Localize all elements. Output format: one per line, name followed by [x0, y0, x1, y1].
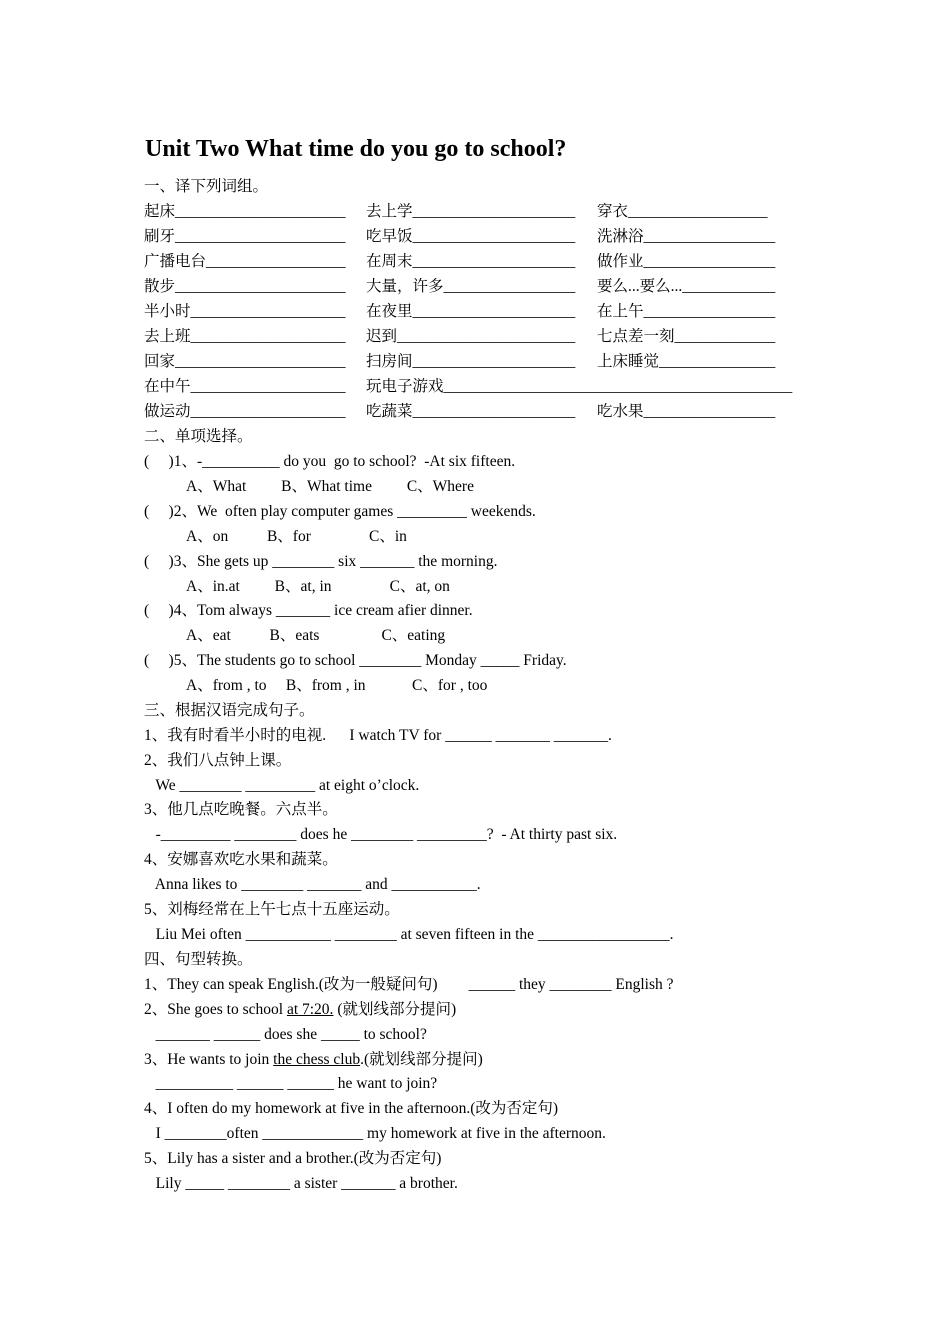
question-5-options: A、from , to B、from , in C、for , too: [186, 677, 488, 694]
vocab-item: 去上班____________________: [144, 328, 346, 345]
question-1-options: A、What B、What time C、Where: [186, 478, 474, 495]
vocab-item: 做作业_________________: [597, 253, 776, 270]
section2-heading: 二、单项选择。: [144, 428, 253, 445]
transform-q5-answer: Lily _____ ________ a sister _______ a brother.: [144, 1175, 458, 1192]
vocab-item: 在上午_________________: [597, 303, 776, 320]
transform-q3-text: 3、He wants to join: [144, 1051, 274, 1068]
vocab-item: 扫房间_____________________: [366, 353, 576, 370]
translation-line: Liu Mei often ___________ ________ at seven fifteen in the _________________.: [144, 926, 674, 943]
transform-q2-answer: _______ ______ does she _____ to school?: [144, 1026, 427, 1043]
transform-q2: [144, 1000, 456, 1020]
translation-line: 3、他几点吃晚餐。六点半。: [144, 801, 338, 818]
translation-line: 1、我有时看半小时的电视. I watch TV for ______ _______ _______.: [144, 727, 612, 744]
vocab-item: 洗淋浴_________________: [597, 228, 776, 245]
section1-heading: 一、译下列词组。: [144, 178, 269, 195]
underlined-phrase: at 7:20.: [286, 1001, 334, 1018]
transform-q1: 1、They can speak English.(改为一般疑问句) ______ they ________ English ?: [144, 976, 674, 993]
translation-line: 4、安娜喜欢吃水果和蔬菜。: [144, 851, 338, 868]
transform-q2-note: (就划线部分提问): [333, 1001, 457, 1018]
transform-q3-answer: __________ ______ ______ he want to join?: [144, 1075, 438, 1092]
vocab-item: 在夜里_____________________: [366, 303, 576, 320]
vocab-item: 去上学_____________________: [366, 203, 576, 220]
transform-q4-answer: I ________often _____________ my homework at five in the afternoon.: [144, 1125, 606, 1142]
vocab-item: 广播电台__________________: [144, 253, 346, 270]
vocab-item: 吃早饭_____________________: [366, 228, 576, 245]
translation-line: 2、我们八点钟上课。: [144, 752, 292, 769]
question-4: ( )4、Tom always _______ ice cream afier dinner.: [144, 602, 473, 619]
vocab-item: 穿衣__________________: [597, 203, 768, 220]
vocab-item: 吃水果_________________: [597, 403, 776, 420]
question-2-options: A、on B、for C、in: [186, 528, 407, 545]
vocab-item: 玩电子游戏_____________________________________________: [366, 378, 793, 395]
translation-line: Anna likes to ________ _______ and ___________.: [144, 876, 481, 893]
question-5: ( )5、The students go to school ________ Monday _____ Friday.: [144, 652, 567, 669]
vocab-item: 七点差一刻_____________: [597, 328, 776, 345]
underlined-phrase: the chess club: [273, 1051, 361, 1068]
transform-q5: 5、Lily has a sister and a brother.(改为否定句): [144, 1150, 442, 1167]
vocab-item: 起床______________________: [144, 203, 346, 220]
question-3-options: A、in.at B、at, in C、at, on: [186, 578, 450, 595]
transform-q3: [144, 1050, 483, 1070]
vocab-item: 回家______________________: [144, 353, 346, 370]
vocab-item: 散步______________________: [144, 278, 346, 295]
vocab-item: 上床睡觉_______________: [597, 353, 776, 370]
translation-line: -_________ ________ does he ________ _________? - At thirty past six.: [144, 826, 618, 843]
section4-heading: 四、句型转换。: [144, 951, 253, 968]
question-4-options: A、eat B、eats C、eating: [186, 627, 446, 644]
transform-q4: 4、I often do my homework at five in the afternoon.(改为否定句): [144, 1100, 559, 1117]
transform-q2-text: 2、She goes to school: [144, 1001, 287, 1018]
vocab-item: 半小时____________________: [144, 303, 346, 320]
question-3: ( )3、She gets up ________ six _______ the morning.: [144, 553, 498, 570]
section3-heading: 三、根据汉语完成句子。: [144, 702, 315, 719]
vocab-item: 做运动____________________: [144, 403, 346, 420]
question-2: ( )2、We often play computer games _________ weekends.: [144, 503, 536, 520]
translation-line: We ________ _________ at eight o’clock.: [144, 777, 420, 794]
vocab-item: 吃蔬菜_____________________: [366, 403, 576, 420]
vocab-item: 在中午____________________: [144, 378, 346, 395]
vocab-item: 刷牙______________________: [144, 228, 346, 245]
translation-line: 5、刘梅经常在上午七点十五座运动。: [144, 901, 400, 918]
question-1: ( )1、-__________ do you go to school? -At six fifteen.: [144, 453, 516, 470]
page-title: Unit Two What time do you go to school?: [145, 136, 567, 162]
vocab-item: 迟到_______________________: [366, 328, 576, 345]
vocab-item: 在周末_____________________: [366, 253, 576, 270]
vocab-item: 大量，许多_________________: [366, 278, 576, 295]
vocab-item: 要么...要么...____________: [597, 278, 776, 295]
transform-q3-note: .(就划线部分提问): [360, 1051, 483, 1068]
